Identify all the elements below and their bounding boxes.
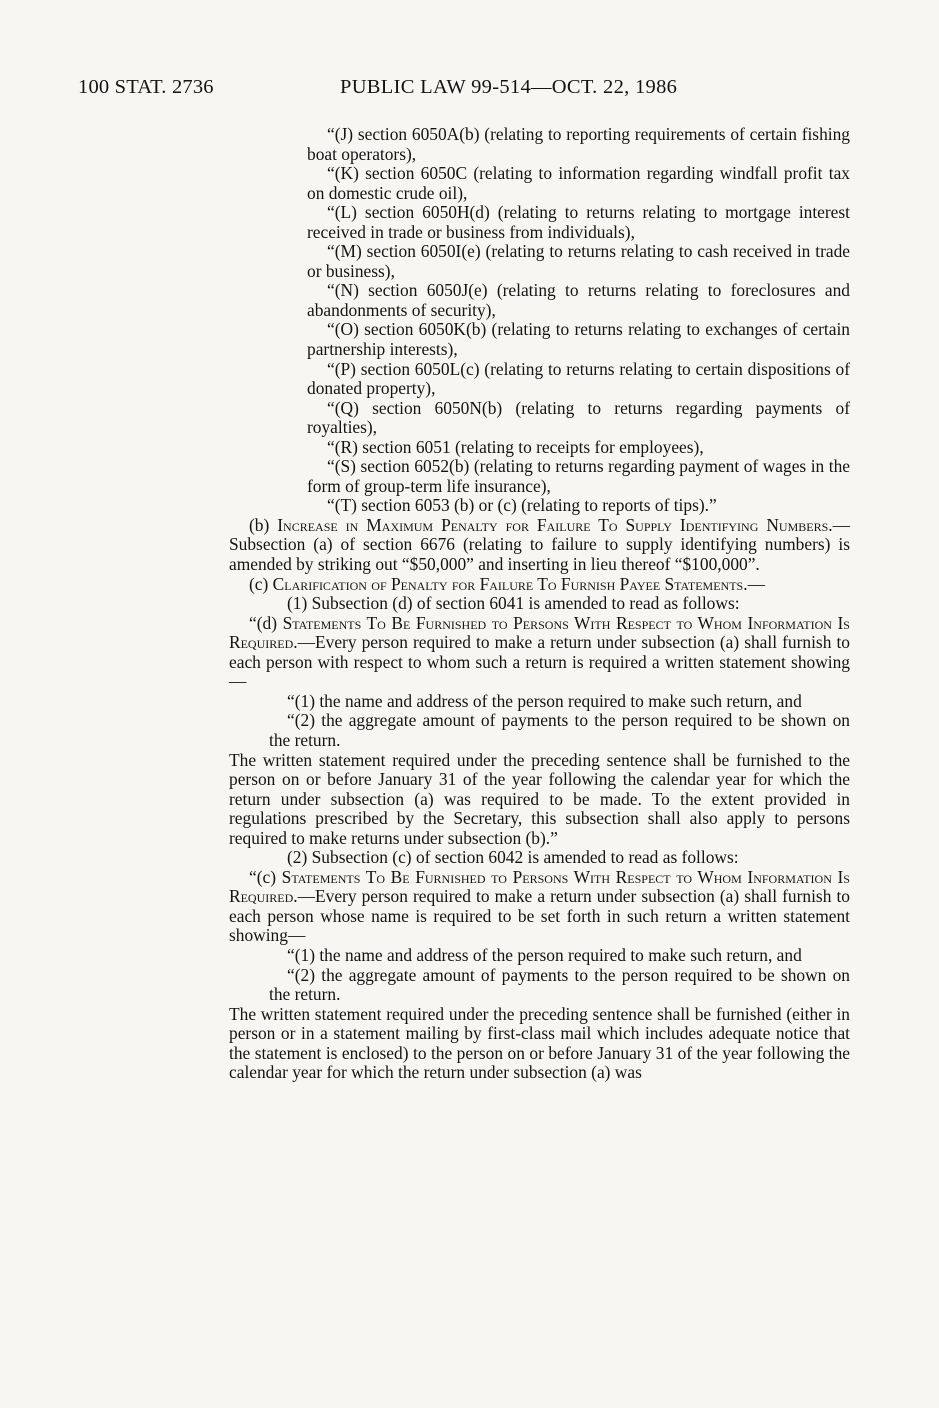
section-6041d-text: —Every person required to make a return under subsection (a) shall furnish to each person with respect to whom such a return is required a written statement showing— [229, 632, 850, 692]
subsection-c-label: (c) [249, 573, 269, 594]
subsection-c-text: — [747, 573, 765, 594]
section-6041d-heading: Statements To Be Furnished to Persons With Respect to Whom Information Is Required. [229, 612, 850, 653]
item-t: “(T) section 6053 (b) or (c) (relating to reports of tips).” [327, 495, 717, 516]
section-6042c [229, 868, 850, 946]
item-j: “(J) section 6050A(b) (relating to reporting requirements of certain fishing boat operators), [307, 124, 850, 164]
subsection-b [229, 516, 850, 575]
page-header [78, 76, 858, 104]
section-6042c-heading: Statements To Be Furnished to Persons With Respect to Whom Information Is Required. [229, 866, 850, 907]
item-p: “(P) section 6050L(c) (relating to returns relating to certain dispositions of donated property), [307, 358, 850, 399]
paragraph-1-intro: (1) Subsection (d) of section 6041 is amended to read as follows: [287, 593, 740, 614]
section-6041d-closing: The written statement required under the preceding sentence shall be furnished to the person on or before January 31 of the year following the calendar year for which the return under subsection (a) was required to be made. To the extent provided in regulations prescribed by the Secretary, this subsection shall also apply to persons required to make returns under subsection (b).” [229, 749, 850, 848]
section-6041d-item-2: “(2) the aggregate amount of payments to the person required to be shown on the return. [269, 710, 850, 750]
item-n: “(N) section 6050J(e) (relating to returns relating to foreclosures and abandonments of security), [307, 280, 850, 320]
section-6041d-label: “(d) [249, 612, 277, 633]
statute-body [229, 125, 850, 1083]
section-6042c-item-1: “(1) the name and address of the person required to make such return, and [287, 944, 802, 965]
item-k: “(K) section 6050C (relating to information regarding windfall profit tax on domestic crude oil), [307, 163, 850, 203]
section-6042c-item-2: “(2) the aggregate amount of payments to the person required to be shown on the return. [269, 964, 850, 1005]
section-6042c-text: —Every person required to make a return under subsection (a) shall furnish to each person whose name is required to be set forth in such return a written statement showing— [229, 886, 850, 946]
subsection-c-heading: Clarification of Penalty for Failure To Furnish Payee Statements. [272, 573, 748, 594]
subsection-b-label: (b) [249, 514, 270, 535]
item-o: “(O) section 6050K(b) (relating to returns relating to exchanges of certain partnership interests), [307, 319, 850, 360]
subsection-c [229, 575, 850, 595]
section-6041d [229, 614, 850, 692]
public-law-reference: PUBLIC LAW 99-514—OCT. 22, 1986 [340, 76, 678, 98]
item-l: “(L) section 6050H(d) (relating to returns relating to mortgage interest received in trade or business from individuals), [307, 202, 850, 242]
stat-reference: 100 STAT. 2736 [78, 76, 214, 98]
item-r: “(R) section 6051 (relating to receipts for employees), [327, 436, 704, 457]
paragraph-2-intro: (2) Subsection (c) of section 6042 is amended to read as follows: [287, 847, 739, 868]
item-m: “(M) section 6050I(e) (relating to returns relating to cash received in trade or business), [307, 241, 850, 281]
section-6042c-label: “(c) [249, 866, 277, 887]
section-6041d-item-1: “(1) the name and address of the person required to make such return, and [287, 690, 802, 711]
item-q: “(Q) section 6050N(b) (relating to returns regarding payments of royalties), [307, 397, 850, 438]
section-6042c-closing: The written statement required under the preceding sentence shall be furnished (either in person or in a statement mailing by first-class mail which includes adequate notice that the statement is enclosed) to the person on or before January 31 of the year following the calendar year for which the return under subsection (a) was [229, 1003, 850, 1083]
item-s: “(S) section 6052(b) (relating to returns regarding payment of wages in the form of group-term life insurance), [307, 456, 850, 496]
subsection-b-heading: Increase in Maximum Penalty for Failure To Supply Identifying Numbers. [277, 514, 833, 535]
subsection-b-text: —Subsection (a) of section 6676 (relating to failure to supply identifying numbers) is amended by striking out “$50,000” and inserting in lieu thereof “$100,000”. [229, 514, 850, 575]
